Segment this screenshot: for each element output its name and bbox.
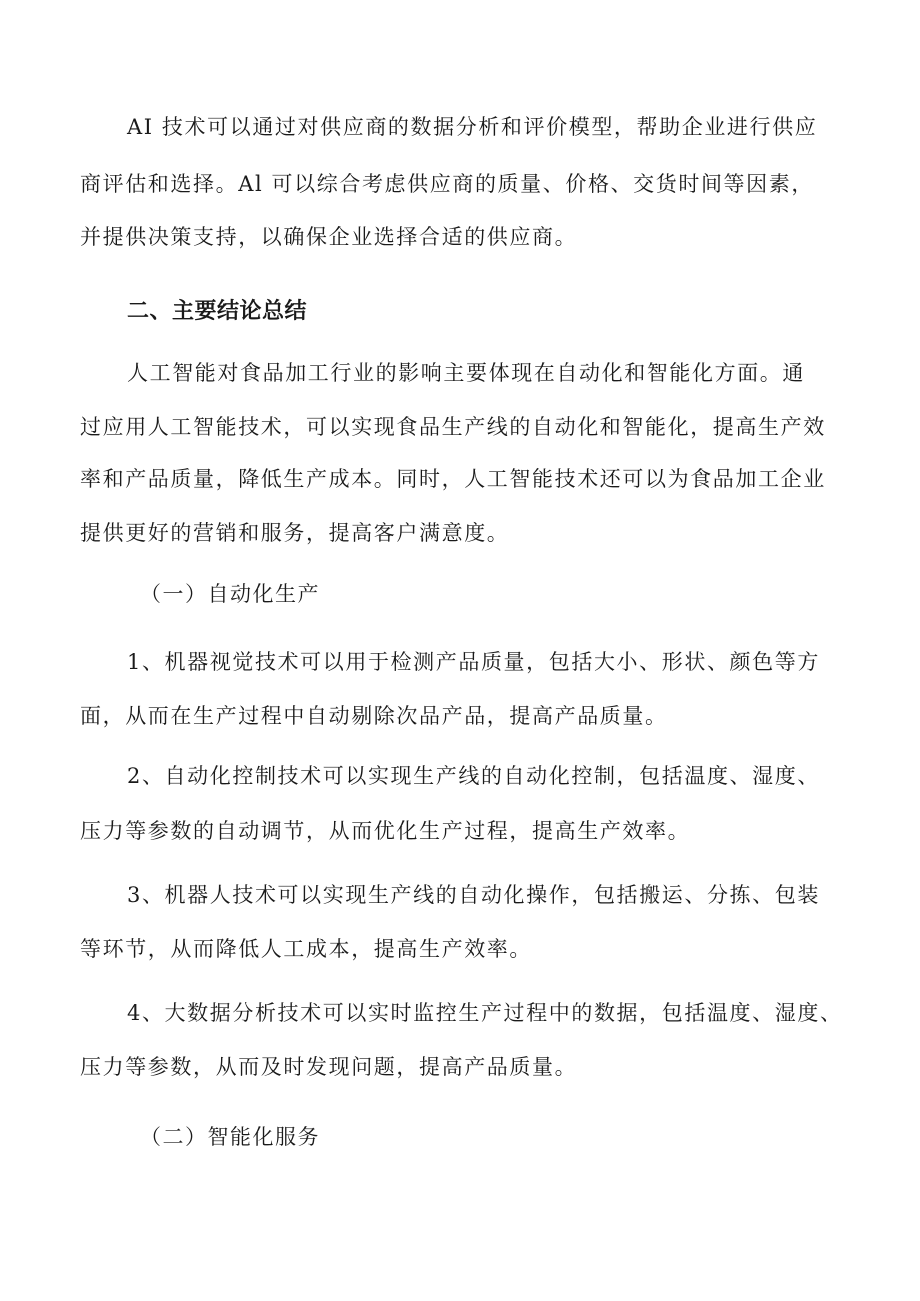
paragraph-line: 过应用人工智能技术，可以实现食品生产线的自动化和智能化，提高生产效	[80, 415, 826, 439]
list-item-line: 等环节，从而降低人工成本，提高生产效率。	[80, 937, 532, 961]
list-item-line: 2、自动化控制技术可以实现生产线的自动化控制，包括温度、湿度、	[127, 764, 820, 788]
list-item-line: 压力等参数，从而及时发现问题，提高产品质量。	[80, 1055, 578, 1079]
paragraph-line: 并提供决策支持，以确保企业选择合适的供应商。	[80, 225, 578, 249]
list-item-line: 面，从而在生产过程中自动剔除次品产品，提高产品质量。	[80, 704, 668, 728]
list-item-line: 1、机器视觉技术可以用于检测产品质量，包括大小、形状、颜色等方	[127, 650, 820, 674]
paragraph-line: 率和产品质量，降低生产成本。同时，人工智能技术还可以为食品加工企业	[80, 467, 826, 491]
list-item-line: 4、大数据分析技术可以实时监控生产过程中的数据，包括温度、湿度、	[127, 1001, 843, 1025]
subsection-heading: （一）自动化生产	[140, 582, 320, 606]
paragraph-line: 商评估和选择。Al 可以综合考虑供应商的质量、价格、交货时间等因素，	[80, 172, 814, 196]
paragraph-line: AI 技术可以通过对供应商的数据分析和评价模型，帮助企业进行供应	[127, 115, 818, 139]
paragraph-line: 人工智能对食品加工行业的影响主要体现在自动化和智能化方面。通	[127, 361, 805, 385]
subsection-heading: （二）智能化服务	[140, 1125, 320, 1149]
list-item-line: 3、机器人技术可以实现生产线的自动化操作，包括搬运、分拣、包装	[127, 883, 820, 907]
list-item-line: 压力等参数的自动调节，从而优化生产过程，提高生产效率。	[80, 819, 691, 843]
section-heading: 二、主要结论总结	[127, 299, 308, 324]
paragraph-line: 提供更好的营销和服务，提高客户满意度。	[80, 521, 510, 545]
